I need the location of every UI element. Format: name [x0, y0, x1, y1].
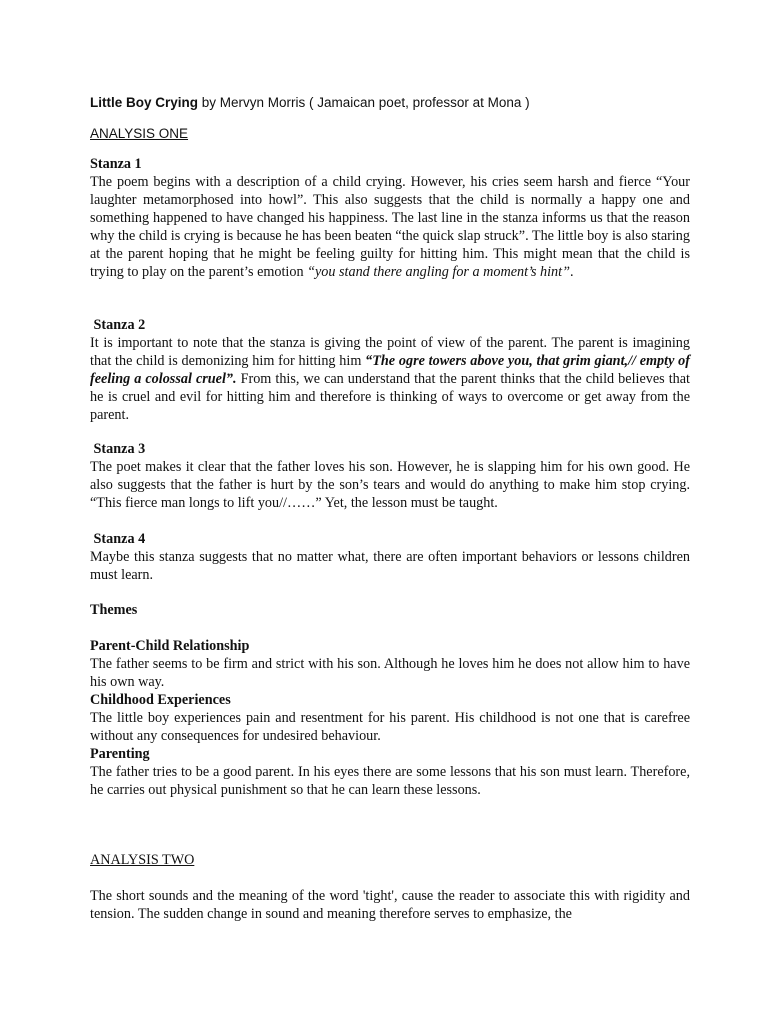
- theme-text: The little boy experiences pain and resentment for his parent. His childhood is not one that is carefree without any consequences for undesired behaviour.: [90, 710, 690, 744]
- themes-heading: Themes: [90, 602, 138, 618]
- stanza-1-quote: “you stand there angling for a moment’s hint”: [307, 264, 570, 280]
- stanza-1-text: [90, 173, 690, 281]
- stanza-1-body: The poem begins with a description of a child crying. However, his cries seem harsh and fierce “Your laughter metamorphosed into howl”. This also suggests that the child is normally a happy one and something happened to have changed his happiness. The last line in the stanza informs us that the reason why the child is crying is because he has been beaten “the quick slap struck”. The little boy is also staring at the parent hoping that he might be feeling guilty for hitting him. This might mean that the child is trying to play on the parent’s emotion: [90, 174, 690, 280]
- stanza-2-quote: “The ogre towers above you, that grim giant,// empty of feeling a colossal cruel”.: [90, 353, 690, 387]
- stanza-2-text: [90, 334, 690, 424]
- analysis-two-heading: ANALYSIS TWO: [90, 852, 195, 868]
- stanza-3-heading: Stanza 3: [90, 441, 146, 457]
- stanza-2-end: From this, we can understand that the parent thinks that the child believes that he is cruel and evil for hitting him and therefore is thinking of ways to overcome or get away from the parent.: [90, 371, 690, 423]
- poem-title: Little Boy Crying: [90, 95, 199, 110]
- stanza-2-section: [90, 316, 690, 424]
- stanza-4-text: Maybe this stanza suggests that no matter what, there are often important behaviors or lessons children must learn.: [90, 549, 690, 583]
- stanza-4-heading: Stanza 4: [90, 531, 146, 547]
- analysis-two-section: [90, 887, 690, 923]
- theme-parenting: [90, 745, 690, 799]
- document-page: [90, 0, 690, 1024]
- analysis-two-text: The short sounds and the meaning of the word 'tight', cause the reader to associate this with rigidity and tension. The sudden change in sound and meaning therefore serves to emphasize, the: [90, 888, 690, 922]
- stanza-1-heading: Stanza 1: [90, 156, 142, 172]
- theme-heading: Parent-Child Relationship: [90, 638, 250, 654]
- stanza-4-section: [90, 530, 690, 584]
- document-title: [90, 95, 530, 110]
- theme-text: The father tries to be a good parent. In his eyes there are some lessons that his son must learn. Therefore, he carries out physical punishment so that he can learn these lessons.: [90, 764, 690, 798]
- theme-parent-child: [90, 637, 690, 691]
- theme-childhood: [90, 691, 690, 745]
- stanza-2-heading: Stanza 2: [90, 317, 146, 333]
- poem-author: by Mervyn Morris ( Jamaican poet, professor at Mona ): [198, 95, 530, 110]
- stanza-1-end: .: [569, 264, 574, 280]
- stanza-3-text: The poet makes it clear that the father loves his son. However, he is slapping him for his own good. He also suggests that the father is hurt by the son’s tears and would do anything to make him stop crying. “This fierce man longs to lift you//……” Yet, the lesson must be taught.: [90, 459, 690, 511]
- theme-heading: Childhood Experiences: [90, 692, 231, 708]
- stanza-1-section: [90, 155, 690, 281]
- stanza-2-body: It is important to note that the stanza is giving the point of view of the parent. The parent is imagining that the child is demonizing him for hitting him: [90, 335, 690, 369]
- theme-text: The father seems to be firm and strict with his son. Although he loves him he does not allow him to have his own way.: [90, 656, 690, 690]
- analysis-one-heading: ANALYSIS ONE: [90, 126, 189, 141]
- theme-heading: Parenting: [90, 746, 150, 762]
- stanza-3-section: [90, 440, 690, 512]
